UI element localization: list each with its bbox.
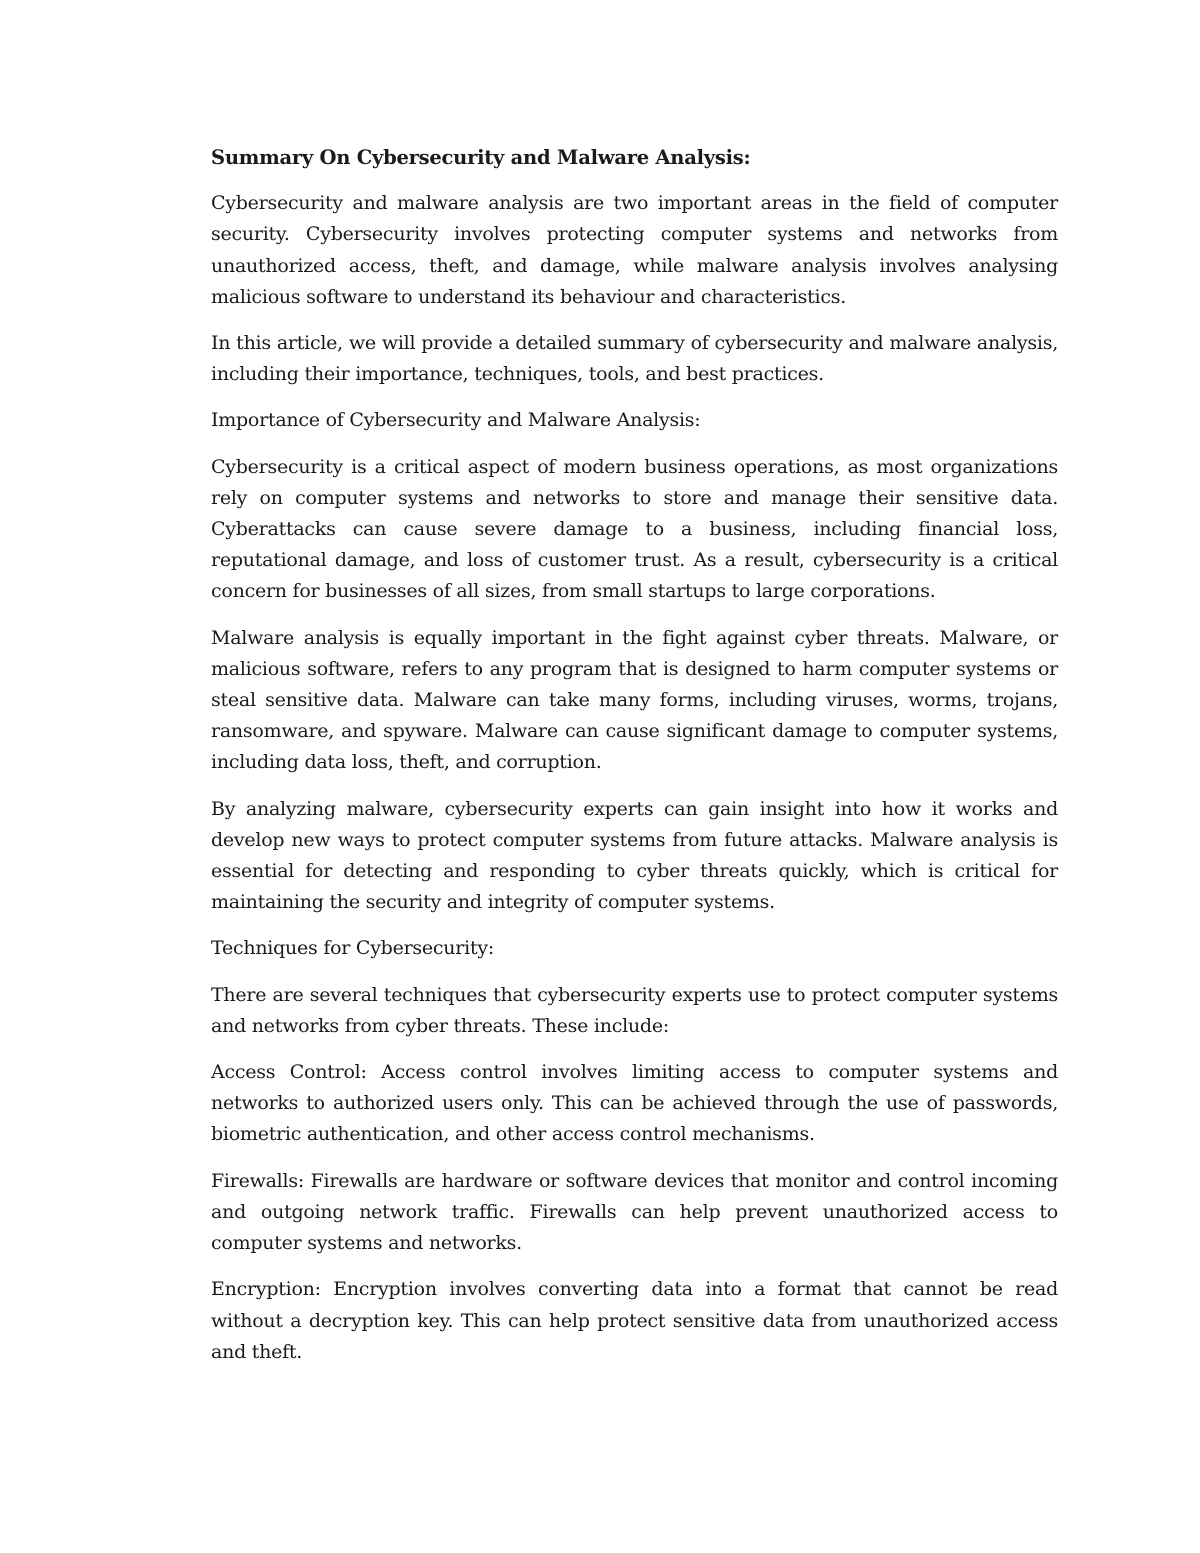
paragraph-firewalls: Firewalls: Firewalls are hardware or software devices that monitor and control incoming and outgoing network traffic. Firewalls can help prevent unauthorized access to computer systems and networks. <box>211 1169 1058 1255</box>
paragraph-encryption: Encryption: Encryption involves converting data into a format that cannot be read without a decryption key. This can help protect sensitive data from unauthorized access and theft. <box>211 1278 1058 1363</box>
section-heading-techniques: Techniques for Cybersecurity: <box>211 937 494 960</box>
paragraph-analyzing-malware: By analyzing malware, cybersecurity experts can gain insight into how it works and develop new ways to protect computer systems from future attacks. Malware analysis is essential for detecting and responding to cyber threats quickly, which is critical for maintaining the security and integrity of computer systems. <box>211 797 1058 914</box>
document-body <box>211 142 1058 1383</box>
paragraph-malware-importance: Malware analysis is equally important in the fight against cyber threats. Malware, or malicious software, refers to any program that is designed to harm computer systems or steal sensitive data. Malware can take many forms, including viruses, worms, trojans, ransomware, and spyware. Malware can cause significant damage to computer systems, including data loss, theft, and corruption. <box>211 626 1058 774</box>
paragraph-article-scope: In this article, we will provide a detailed summary of cybersecurity and malware analysis, including their importance, techniques, tools, and best practices. <box>211 332 1058 386</box>
paragraph-intro: Cybersecurity and malware analysis are two important areas in the field of computer security. Cybersecurity involves protecting computer systems and networks from unauthorized access, theft, and damage, while malware analysis involves analysing malicious software to understand its behaviour and characteristics. <box>211 192 1058 308</box>
document-title: Summary On Cybersecurity and Malware Analysis: <box>211 146 751 169</box>
section-heading-importance: Importance of Cybersecurity and Malware Analysis: <box>211 409 701 432</box>
paragraph-cybersecurity-importance: Cybersecurity is a critical aspect of modern business operations, as most organizations rely on computer systems and networks to store and manage their sensitive data. Cyberattacks can cause severe damage to a business, including financial loss, reputational damage, and loss of customer trust. As a result, cybersecurity is a critical concern for businesses of all sizes, from small startups to large corporations. <box>211 455 1058 603</box>
paragraph-techniques-intro: There are several techniques that cybersecurity experts use to protect computer systems and networks from cyber threats. These include: <box>211 983 1058 1037</box>
paragraph-access-control: Access Control: Access control involves limiting access to computer systems and networks to authorized users only. This can be achieved through the use of passwords, biometric authentication, and other access control mechanisms. <box>211 1061 1058 1146</box>
